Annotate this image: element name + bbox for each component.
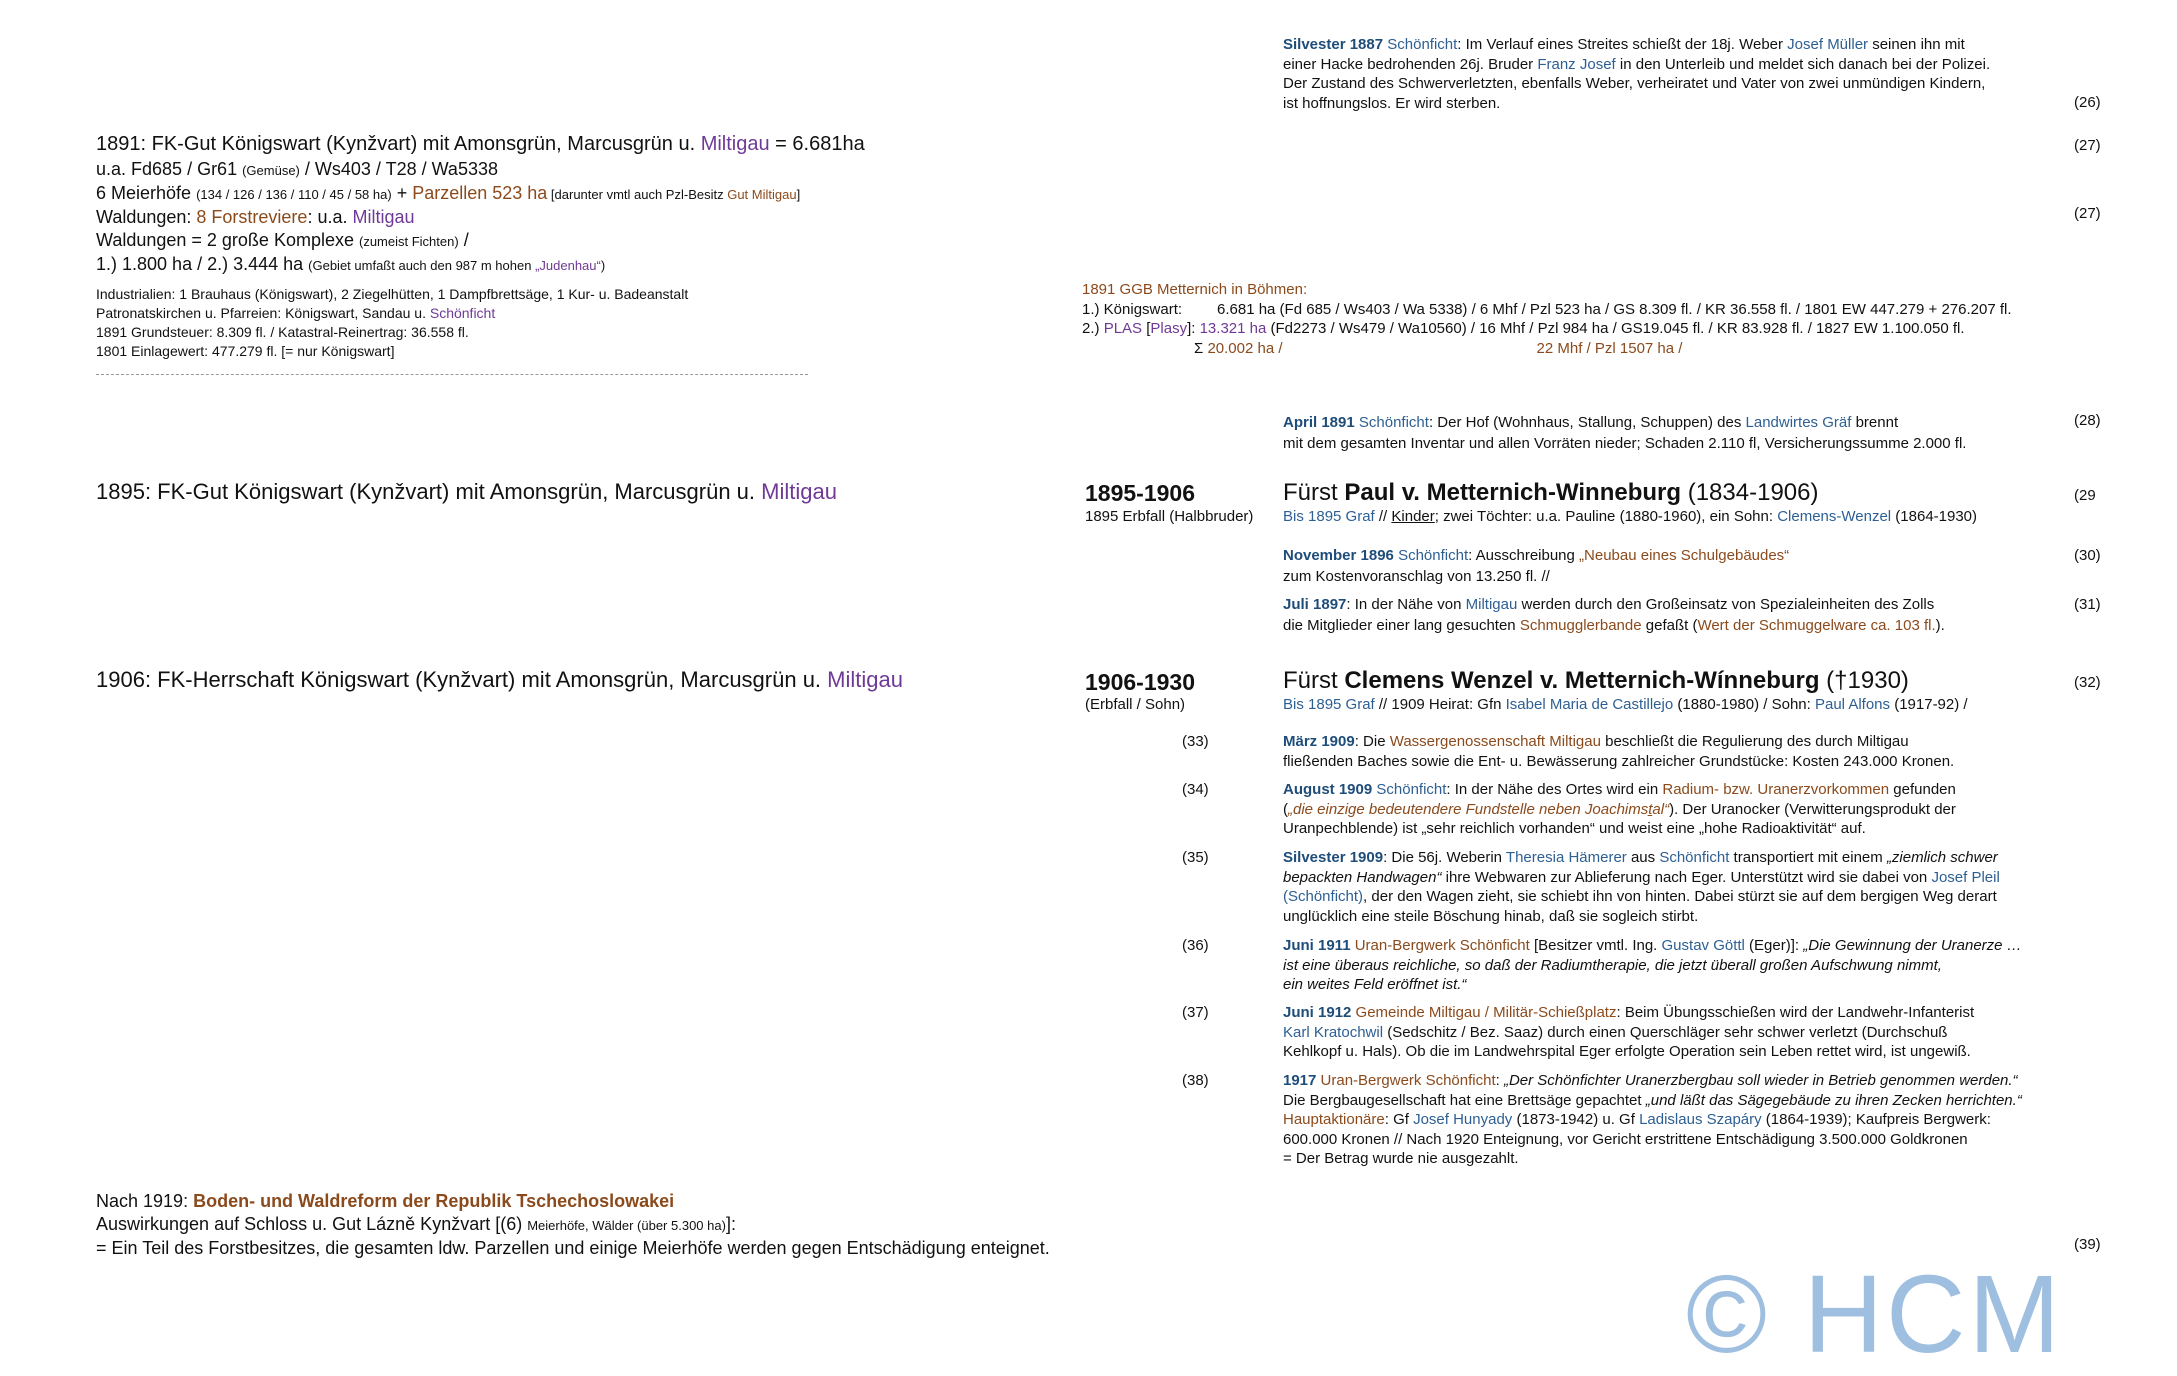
footnote-27b: (27) [2074,205,2101,222]
estate-1891: 1891: FK-Gut Königswart (Kynžvart) mit Amonsgrün, Marcusgrün u. Miltigau = 6.681ha u.a. Fd685 / Gr61 (Gemüse) / Ws403 / T28 / Wa5338 6 Meierhöfe (134 / 126 / 136 / 110 / 45 / 58 ha) + Parzellen 523 ha [darunter vmtl auch Pzl-Besitz Gut Miltigau] Waldungen: 8 Forstreviere: u.a. Miltigau Waldungen = 2 große Komplexe (zumeist Fichten) / 1.) 1.800 ha / 2.) 3.444 ha (Gebiet umfaßt auch den 987 m hohen „Judenhau“) Industrialien: 1 Brauhaus (Königswart), 2 Ziegelhütten, 1 Dampfbrettsäge, 1 Kur- u. Badeanstalt Patronatskirchen u. Pfarreien: Königswart, Sandau u. Schönficht 1891 Grundsteuer: 8.309 fl. / Katastral-Reinertrag: 36.558 fl. 1801 Einlagewert: 477.279 fl. [= nur Königswart] [96,133,865,359]
copyright-watermark: © HCM [1686,1253,2064,1376]
footnote-39: (39) [2074,1236,2101,1253]
ruler-clemens-family: Bis 1895 Graf // 1909 Heirat: Gfn Isabel Maria de Castillejo (1880-1980) / Sohn: Paul Alfons (1917-92) / [1283,696,1968,713]
event-34: August 1909 Schönficht: In der Nähe des Ortes wird ein Radium- bzw. Uranerzvorkommen gefunden („die einzige bedeutendere Fundstelle neben Joachimsṯal“). Der Uranocker (Verwitterungsprodukt der Uranpechblende) ist „sehr reichlich vorhanden“ und weist eine „hohe Radioaktivität“ auf. [1283,781,1956,837]
footnote-35: (35) [1182,849,1209,866]
ggb-summary: 1891 GGB Metternich in Böhmen: 1.) Königswart: 6.681 ha (Fd 685 / Ws403 / Wa 5338) / 6 Mhf / Pzl 523 ha / GS 8.309 fl. / KR 36.558 fl. / 1801 EW 447.279 + 276.207 fl. 2.) PLAS [Plasy]: 13.321 ha (Fd2273 / Ws479 / Wa10560) / 16 Mhf / Pzl 984 ha / GS19.045 fl. / KR 83.928 fl. / 1827 EW 1.100.050 fl. Σ 20.002 ha / 22 Mhf / Pzl 1507 ha / [1082,281,2012,357]
ruler-paul: Fürst Paul v. Metternich-Winneburg (1834-1906) [1283,479,1819,506]
ruler-paul-family: Bis 1895 Graf // Kinder; zwei Töchter: u.a. Pauline (1880-1960), ein Sohn: Clemens-Wenzel (1864-1930) [1283,508,1978,525]
event-26: Silvester 1887 Schönficht: Im Verlauf eines Streites schießt der 18j. Weber Josef Müller seinen ihn mit einer Hacke bedrohenden 26j. Bruder Franz Josef in den Unterleib und meldet sich danach bei der Polizei. Der Zustand des Schwerverletzten, ebenfalls Weber, verheiratet und Vater von zwei unmündigen Kindern, ist hoffnungslos. Er wird sterben. [1283,36,1991,112]
footnote-29: (29 [2074,487,2096,504]
estate-1895: 1895: FK-Gut Königswart (Kynžvart) mit Amonsgrün, Marcusgrün u. Miltigau [96,479,837,504]
footnote-36: (36) [1182,937,1209,954]
footnote-37: (37) [1182,1004,1209,1021]
event-37: Juni 1912 Gemeinde Miltigau / Militär-Schießplatz: Beim Übungsschießen wird der Landwehr-Infanterist Karl Kratochwil (Sedschitz / Bez. Saaz) durch einen Querschläger sehr schwer verletzt (Durchschuß Kehlkopf u. Hals). Ob die im Landwehrspital Eger erfolgte Operation sein Leben rettet wird, ist ungewiß. [1283,1004,1975,1060]
footnote-30: (30) [2074,547,2101,564]
footnote-31: (31) [2074,596,2101,613]
period-1906-sub: (Erbfall / Sohn) [1085,696,1186,713]
event-35: Silvester 1909: Die 56j. Weberin Theresia Hämerer aus Schönficht transportiert mit einem „ziemlich schwer bepackten Handwagen“ ihre Webwaren zur Ablieferung nach Eger. Unterstützt wird sie dabei von Josef Pleil (Schönficht), der den Wagen zieht, sie schiebt ihn von hinten. Dabei stürzt sie auf dem bergigen Weg derart unglücklich eine steile Böschung hinab, daß sie sogleich stirbt. [1283,849,2000,925]
footnote-26: (26) [2074,94,2101,111]
event-33: März 1909: Die Wassergenossenschaft Miltigau beschließt die Regulierung des durch Miltigau fließenden Baches sowie die Ent- u. Bewässerung zahlreicher Grundstücke: Kosten 243.000 Kronen. [1283,733,1955,770]
footnote-38: (38) [1182,1072,1209,1089]
period-1895-1906: 1895-1906 [1085,480,1195,506]
event-39: Nach 1919: Boden- und Waldreform der Republik Tschechoslowakei Auswirkungen auf Schloss u. Gut Lázně Kynžvart [(6) Meierhöfe, Wälder (über 5.300 ha)]: = Ein Teil des Forstbesitzes, die gesamten ldw. Parzellen und einige Meierhöfe werden gegen Entschädigung enteignet. [96,1191,1050,1258]
event-28: April 1891 Schönficht: Der Hof (Wohnhaus, Stallung, Schuppen) des Landwirtes Gräf brennt mit dem gesamten Inventar und allen Vorräten nieder; Schaden 2.110 fl, Versicherungssumme 2.000 fl. [1283,414,1967,452]
event-31: Juli 1897: In der Nähe von Miltigau werden durch den Großeinsatz von Spezialeinheiten des Zolls die Mitglieder einer lang gesuchten Schmugglerbande gefaßt (Wert der Schmuggelware ca. 103 fl.). [1283,596,1945,634]
period-1895-sub: 1895 Erbfall (Halbbruder) [1085,508,1254,525]
event-30: November 1896 Schönficht: Ausschreibung „Neubau eines Schulgebäudes“ zum Kostenvoranschlag von 13.250 fl. // [1283,547,1790,585]
footnote-27a: (27) [2074,137,2101,154]
divider [96,374,808,375]
footnote-28: (28) [2074,412,2101,429]
event-36: Juni 1911 Uran-Bergwerk Schönficht [Besitzer vmtl. Ing. Gustav Göttl (Eger)]: „Die Gewinnung der Uranerze … ist eine überaus reichliche, so daß der Radiumtherapie, die jetzt überall großen Aufschwung nimmt, ein weites Feld eröffnet ist.“ [1283,937,2022,993]
estate-1906: 1906: FK-Herrschaft Königswart (Kynžvart) mit Amonsgrün, Marcusgrün u. Miltigau [96,667,903,692]
footnote-33: (33) [1182,733,1209,750]
ruler-clemens: Fürst Clemens Wenzel v. Metternich-Wínneburg (†1930) [1283,667,1909,694]
footnote-34: (34) [1182,781,1209,798]
period-1906-1930: 1906-1930 [1085,669,1195,695]
event-38: 1917 Uran-Bergwerk Schönficht: „Der Schönfichter Uranerzbergbau soll wieder in Betrieb genommen werden.“ Die Bergbaugesellschaft hat eine Brettsäge gepachtet „und läßt das Sägegebäude zu ihren Zecken herrichten.“ Hauptaktionäre: Gf Josef Hunyady (1873-1942) u. Gf Ladislaus Szapáry (1864-1939); Kaufpreis Bergwerk: 600.000 Kronen // Nach 1920 Enteignung, vor Gericht erstrittene Entschädigung 3.500.000 Goldkronen = Der Betrag wurde nie ausgezahlt. [1283,1072,2022,1167]
footnote-32: (32) [2074,674,2101,691]
